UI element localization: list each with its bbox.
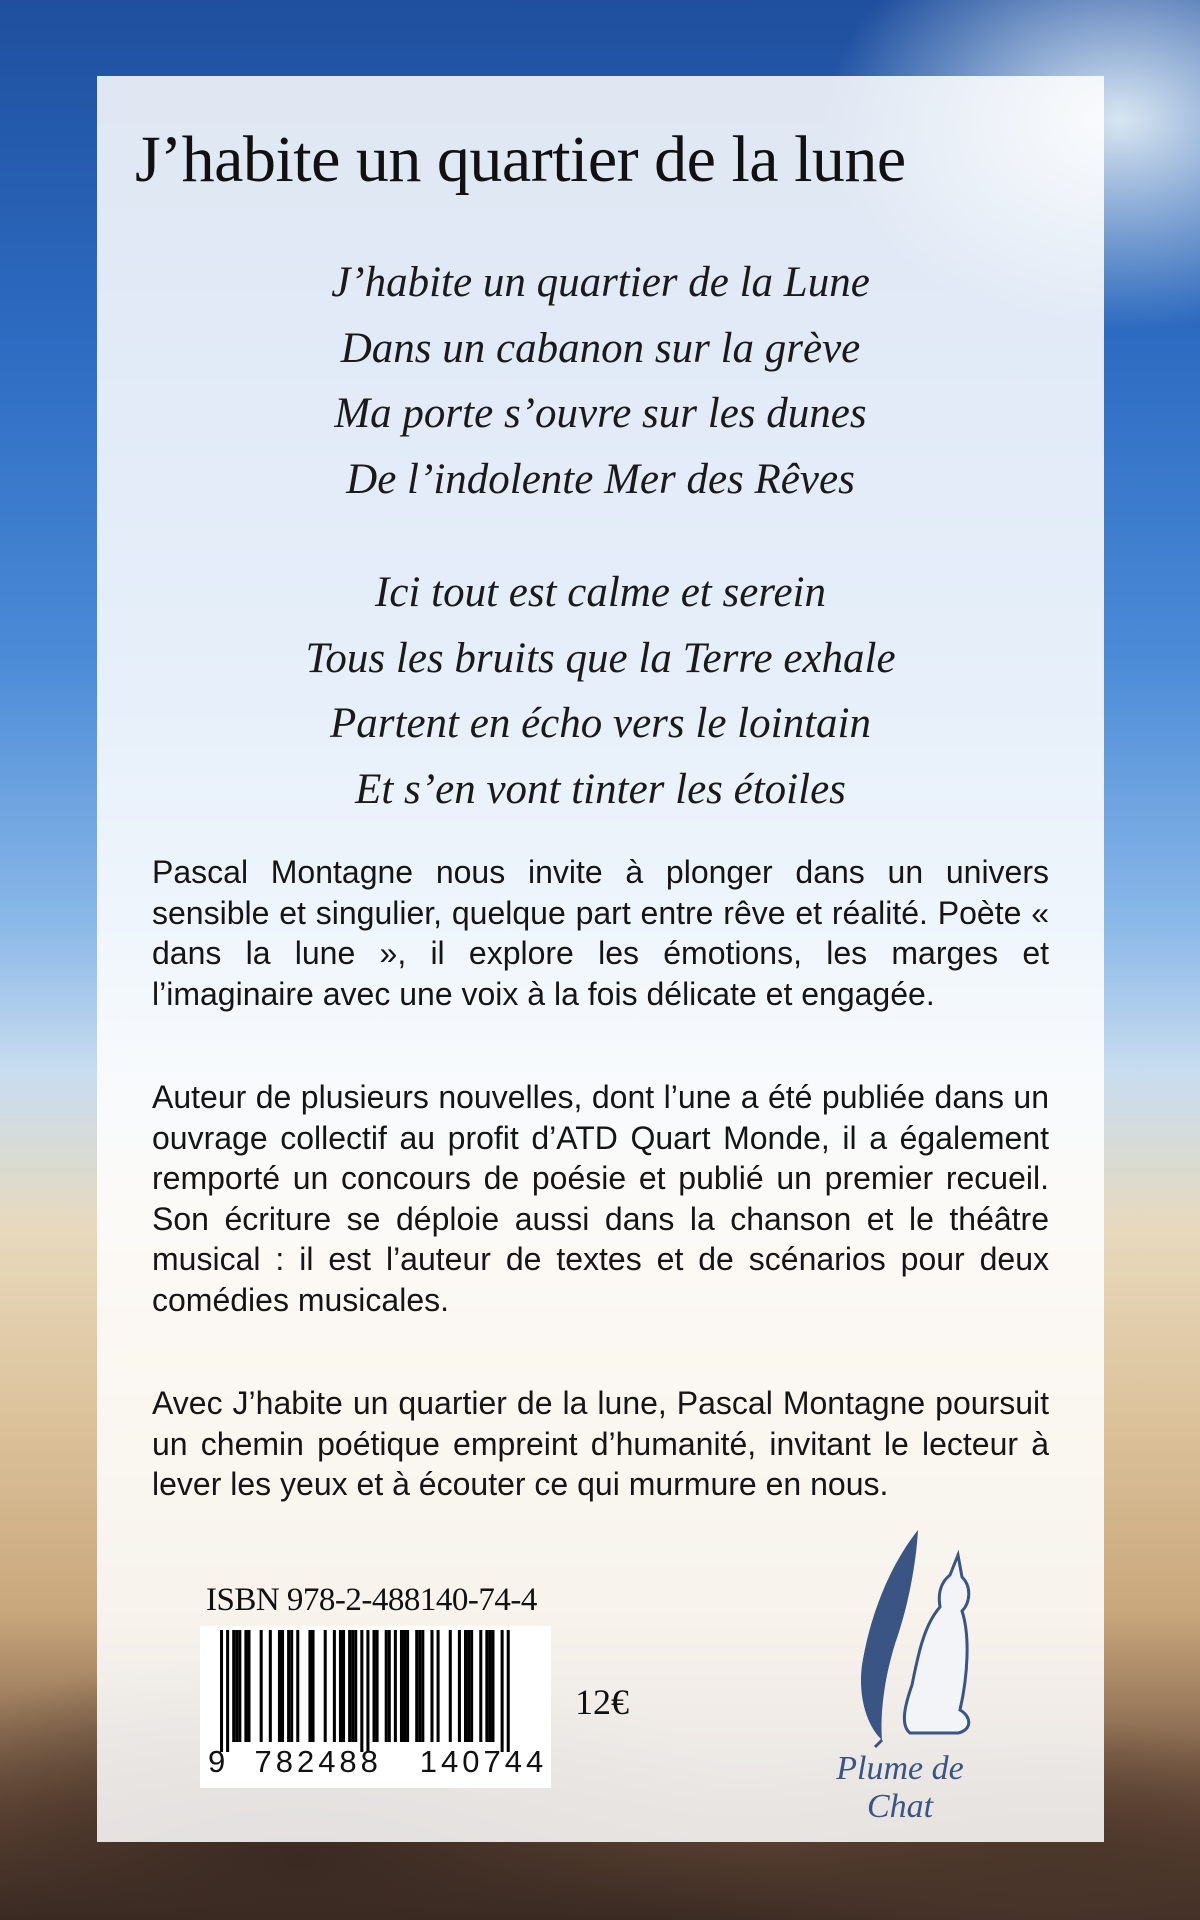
barcode-bar (479, 1630, 482, 1742)
barcode-bar (437, 1630, 440, 1742)
barcode-bar (290, 1630, 293, 1742)
barcode-bar (388, 1630, 391, 1742)
barcode-bar (485, 1630, 488, 1742)
barcode-bar (269, 1630, 272, 1742)
barcode-bar (418, 1630, 421, 1742)
barcode-bar (226, 1630, 229, 1752)
barcode (200, 1626, 551, 1788)
barcode-bar (360, 1630, 363, 1752)
poem-line: Ici tout est calme et serein (375, 569, 826, 616)
barcode-bar (373, 1630, 376, 1742)
barcode-bar (238, 1630, 241, 1742)
isbn-label: ISBN 978-2-488140-74-4 (206, 1582, 537, 1618)
barcode-bar (244, 1630, 247, 1742)
barcode-bar (351, 1630, 354, 1742)
price: 12€ (575, 1682, 629, 1722)
barcode-bar (467, 1630, 470, 1742)
barcode-bar (449, 1630, 452, 1742)
barcode-bar (235, 1630, 238, 1742)
barcode-bar (421, 1630, 424, 1742)
poem-line: Ma porte s’ouvre sur les dunes (334, 390, 867, 437)
poem-stanza-1 (97, 250, 1104, 512)
poem-line: De l’indolente Mer des Rêves (346, 455, 855, 503)
barcode-bar (348, 1630, 351, 1742)
barcode-bar (394, 1630, 397, 1742)
barcode-bar (354, 1630, 357, 1742)
barcode-bar (278, 1630, 281, 1742)
publisher-name: Plume de Chat (836, 1750, 964, 1825)
barcode-bar (430, 1630, 433, 1742)
feather-cat-icon (800, 1525, 1000, 1755)
barcode-bar (501, 1630, 504, 1752)
barcode-bar (296, 1630, 299, 1742)
blurb-paragraph-2: Auteur de plusieurs nouvelles, dont l’une a été publiée dans un ouvrage collectif au profit d’ATD Quart Monde, il a également remporté un concours de poésie et publié un premier recueil. Son écriture se déploie aussi dans la chanson et le théâtre musical : il est l’auteur de textes et de scénarios pour deux comédies musicales. (152, 1079, 1049, 1318)
barcode-bar (507, 1630, 510, 1752)
barcode-bar (260, 1630, 263, 1742)
poem-line: Tous les bruits que la Terre exhale (305, 634, 896, 682)
barcode-bar (232, 1630, 235, 1742)
barcode-bar (339, 1630, 342, 1742)
poem-stanza-2 (97, 560, 1104, 822)
barcode-bar (385, 1630, 388, 1742)
barcode-bar (458, 1630, 461, 1742)
blurb-paragraph-3: Avec J’habite un quartier de la lune, Pascal Montagne poursuit un chemin poétique empreint d’humanité, invitant le lecteur à lever les yeux et à écouter ce qui murmure en nous. (152, 1385, 1049, 1502)
publisher-logo (800, 1525, 1000, 1825)
barcode-bar (491, 1630, 494, 1742)
barcode-bar (403, 1630, 406, 1742)
poem-line: Partent en écho vers le lointain (330, 700, 871, 747)
barcode-bar (247, 1630, 250, 1742)
blurb-paragraph-1: Pascal Montagne nous invite à plonger dans un univers sensible et singulier, quelque part entre rêve et réalité. Poète « dans la lune », il explore les émotions, les marges et l’imaginaire avec une voix à la fois délicate et engagée. (152, 854, 1049, 1012)
barcode-bar (281, 1630, 284, 1742)
barcode-bar (464, 1630, 467, 1742)
barcode-digits: 9 782488 140744 (208, 1744, 548, 1779)
barcode-bar (287, 1630, 290, 1742)
poem-line: Dans un cabanon sur la grève (340, 324, 861, 372)
barcode-bar (415, 1630, 418, 1742)
barcode-bar (324, 1630, 327, 1742)
barcode-bar (400, 1630, 403, 1742)
barcode-bar (312, 1630, 315, 1742)
poem-line: J’habite un quartier de la Lune (331, 259, 870, 306)
book-title: J’habite un quartier de la lune (135, 123, 906, 196)
barcode-bar (488, 1630, 491, 1742)
barcode-bar (333, 1630, 336, 1742)
barcode-bar (376, 1630, 379, 1742)
barcode-bar (406, 1630, 409, 1742)
barcode-bar (220, 1630, 223, 1752)
barcode-bar (342, 1630, 345, 1742)
barcode-bar (366, 1630, 369, 1752)
poem-line: Et s’en vont tinter les étoiles (355, 765, 846, 813)
barcode-bar (470, 1630, 473, 1742)
barcode-bar (308, 1630, 311, 1742)
